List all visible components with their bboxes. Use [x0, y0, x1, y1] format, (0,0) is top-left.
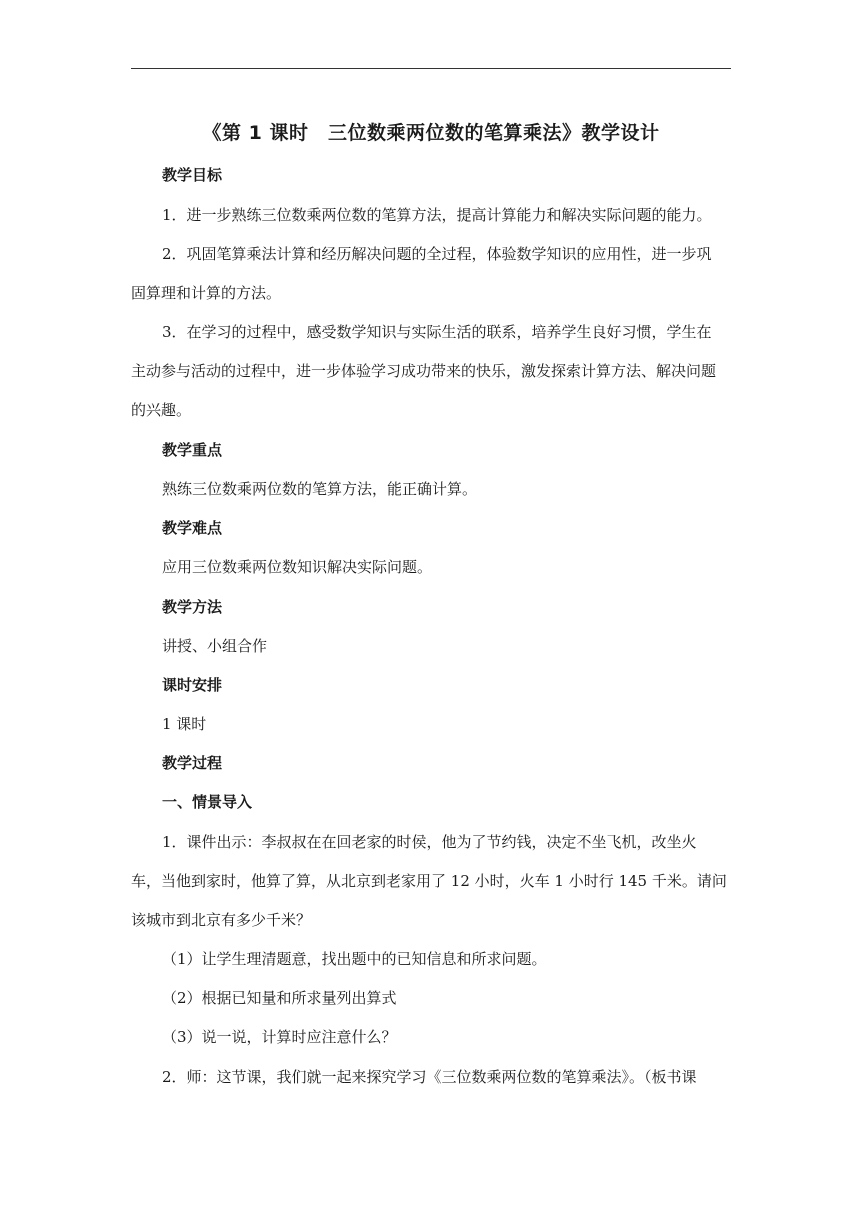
objective-1: 1．进一步熟练三位数乘两位数的笔算方法，提高计算能力和解决实际问题的能力。 — [162, 206, 712, 224]
methods-text: 讲授、小组合作 — [162, 637, 268, 655]
sub-item-2: （2）根据已知量和所求量列出算式 — [162, 989, 397, 1007]
objectives-heading: 教学目标 — [162, 166, 223, 184]
schedule-heading: 课时安排 — [162, 676, 223, 694]
header-rule — [131, 68, 731, 69]
objective-3-line-1: 3．在学习的过程中，感受数学知识与实际生活的联系，培养学生良好习惯，学生在 — [162, 323, 712, 341]
difficulties-heading: 教学难点 — [162, 519, 223, 537]
sub-item-1: （1）让学生理清题意，找出题中的已知信息和所求问题。 — [162, 950, 547, 968]
item-1-line-3: 该城市到北京有多少千米？ — [131, 911, 312, 929]
key-points-text: 熟练三位数乘两位数的笔算方法，能正确计算。 — [162, 480, 478, 498]
item-1-line-1: 1．课件出示：李叔叔在在回老家的时侯，他为了节约钱，决定不坐飞机，改坐火 — [162, 833, 697, 851]
item-2-line-1: 2．师：这节课，我们就一起来探究学习《三位数乘两位数的笔算乘法》。（板书课 — [162, 1068, 697, 1086]
process-heading: 教学过程 — [162, 754, 223, 772]
objective-2-line-2: 固算理和计算的方法。 — [131, 284, 282, 302]
objective-2-line-1: 2．巩固笔算乘法计算和经历解决问题的全过程，体验数学知识的应用性，进一步巩 — [162, 245, 712, 263]
sub-item-3: （3）说一说，计算时应注意什么？ — [162, 1028, 397, 1046]
objective-3-line-3: 的兴趣。 — [131, 401, 192, 419]
methods-heading: 教学方法 — [162, 598, 223, 616]
document-title: 《第 1 课时 三位数乘两位数的笔算乘法》教学设计 — [202, 122, 660, 144]
objective-3-line-2: 主动参与活动的过程中，进一步体验学习成功带来的快乐，激发探索计算方法、解决问题 — [131, 362, 717, 380]
section-1-heading: 一、情景导入 — [162, 793, 253, 811]
key-points-heading: 教学重点 — [162, 441, 223, 459]
difficulties-text: 应用三位数乘两位数知识解决实际问题。 — [162, 558, 433, 576]
item-1-line-2: 车，当他到家时，他算了算，从北京到老家用了 12 小时，火车 1 小时行 145 千米。请问 — [131, 872, 727, 890]
schedule-text: 1 课时 — [162, 715, 207, 733]
